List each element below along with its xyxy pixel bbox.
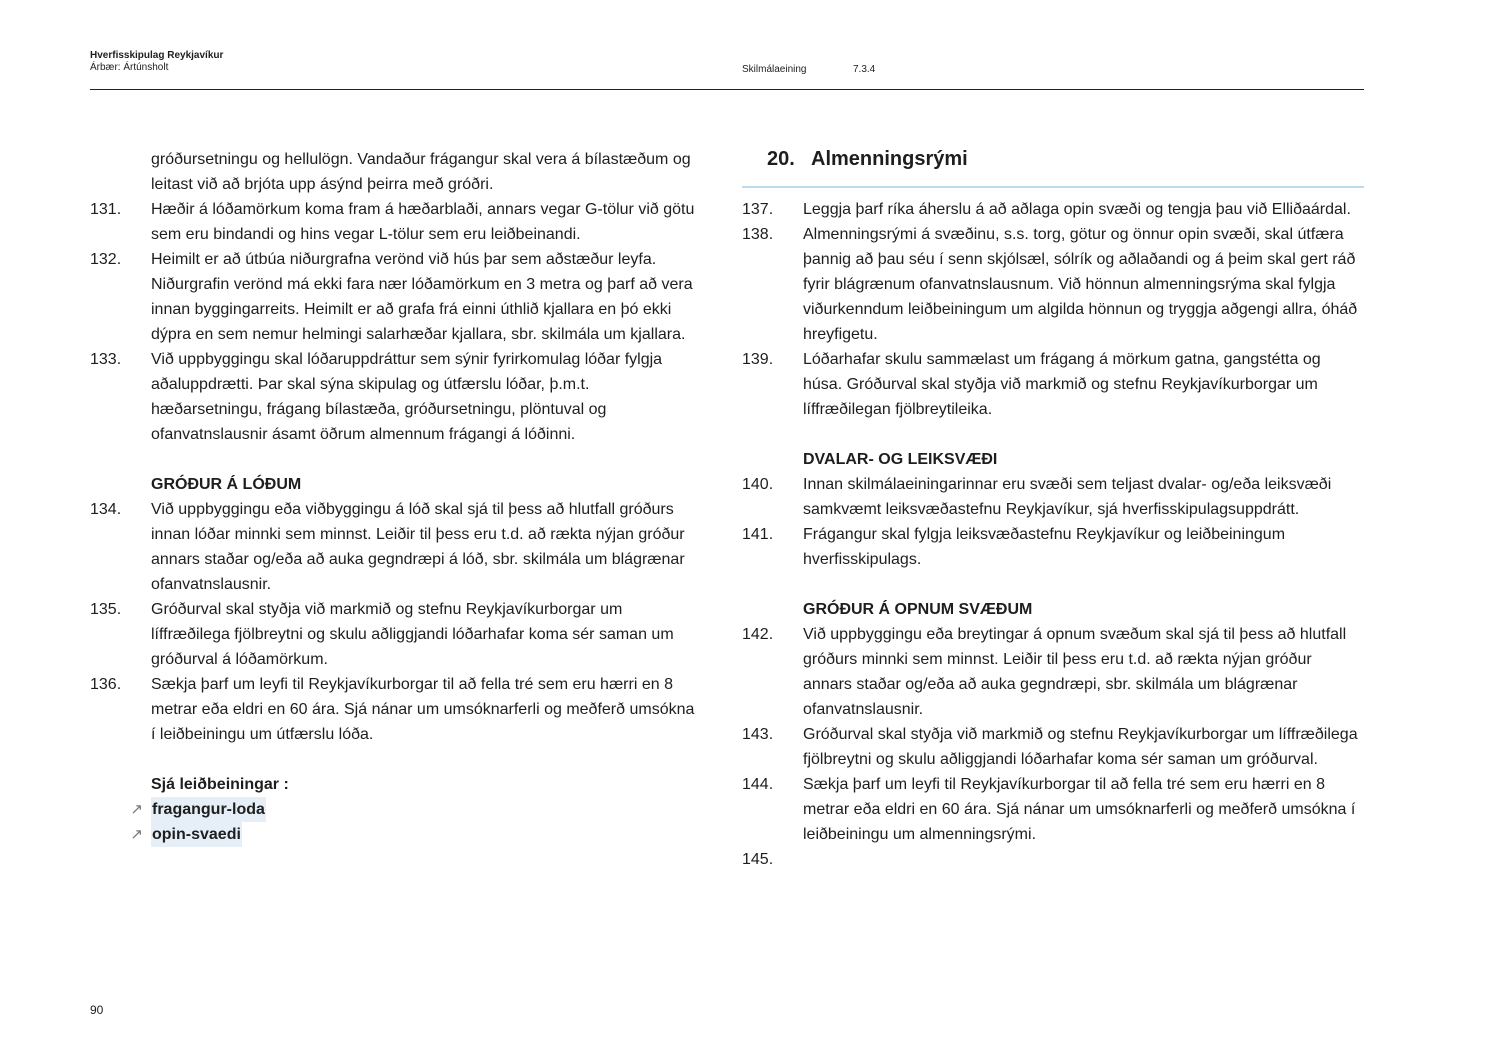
header-subtitle: Árbær: Ártúnsholt (90, 62, 169, 73)
list-item (742, 347, 1364, 422)
header-title: Hverfisskipulag Reykjavíkur (90, 50, 224, 61)
right-column (742, 147, 1364, 872)
external-link-arrow-icon: ↗ (130, 801, 143, 818)
item-number: 140. (742, 476, 774, 493)
item-number: 133. (90, 351, 122, 368)
list-item (90, 247, 702, 347)
item-number: 136. (90, 676, 122, 693)
list-item (742, 222, 1364, 347)
item-list-a (742, 197, 1364, 422)
list-item (90, 347, 702, 447)
item-number: 145. (742, 851, 774, 868)
item-list-c (742, 622, 1364, 872)
item-text: Almenningsrými á svæðinu, s.s. torg, götur og önnur opin svæði, skal útfæra þannig að þau séu í senn skjólsæl, sólrík og aðlaðandi og á þeim skal gert ráð fyrir blágrænum ofanvatnslausnum. Við hönnun almenningsrýma skal fylgja viðurkenndum leiðbeiningum um algilda hönnun og tryggja aðgengi allra, óháð hreyfigetu. (803, 226, 1358, 343)
item-text: Innan skilmálaeiningarinnar eru svæði sem teljast dvalar- og/eða leiksvæði samkvæmt leiksvæðastefnu Reykjavíkur, sjá hverfisskipulagsuppdrátt. (803, 476, 1332, 518)
item-text: Gróðurval skal styðja við markmið og stefnu Reykjavíkurborgar um líffræðilega fjölbreytni og skulu aðliggjandi lóðarhafar koma sér saman um gróðurval á lóðamörkum. (151, 601, 674, 668)
item-number: 139. (742, 351, 774, 368)
link-text[interactable]: fragangur-loda (151, 797, 266, 822)
list-item (90, 497, 702, 597)
item-text: Hæðir á lóðamörkum koma fram á hæðarblaði, annars vegar G-tölur við götu sem eru bindandi og hins vegar L-tölur sem eru leiðbeinandi. (151, 201, 695, 243)
list-item (742, 847, 1364, 872)
item-number: 144. (742, 776, 774, 793)
guideline-link-fragangur-loda[interactable] (90, 797, 702, 822)
subheading-grodur-a-opnum-svaedum: GRÓÐUR Á OPNUM SVÆÐUM (803, 601, 1033, 618)
item-number: 137. (742, 201, 774, 218)
subheading-grodur-a-lodum: GRÓÐUR Á LÓÐUM (151, 476, 302, 493)
guidelines-label: Sjá leiðbeiningar : (151, 776, 289, 793)
item-number: 135. (90, 601, 122, 618)
header-section-label: Skilmálaeining (742, 64, 807, 75)
header-divider (90, 89, 1364, 90)
item-number: 131. (90, 201, 122, 218)
list-item (742, 472, 1364, 522)
item-text: Heimilt er að útbúa niðurgrafna verönd við hús þar sem aðstæður leyfa. Niðurgrafin verönd má ekki fara nær lóðamörkum en 3 metra og þarf að vera innan byggingarreits. Heimilt er að grafa frá einni úthlið kjallara en þó ekki dýpra en sem nemur helmingi salarhæðar kjallara, sbr. skilmála um kjallara. (151, 251, 693, 343)
header-section-number: 7.3.4 (853, 64, 876, 75)
item-text: Við uppbyggingu skal lóðaruppdráttur sem sýnir fyrirkomulag lóðar fylgja aðaluppdrætti. Þar skal sýna skipulag og útfærslu lóðar, þ.m.t. hæðarsetningu, frágang bílastæða, gróðursetningu, plöntuval og ofanvatnslausnir ásamt öðrum almennum frágangi á lóðinni. (151, 351, 663, 443)
section-number: 20. (767, 148, 795, 170)
external-link-arrow-icon: ↗ (130, 826, 143, 843)
item-text: Leggja þarf ríka áherslu á að aðlaga opin svæði og tengja þau við Elliðaárdal. (803, 201, 1351, 218)
page-number: 90 (90, 1003, 104, 1017)
left-column (90, 147, 702, 847)
list-item (742, 622, 1364, 722)
item-number: 132. (90, 251, 122, 268)
link-text[interactable]: opin-svaedi (151, 822, 242, 847)
section-heading (742, 147, 1364, 172)
section-title: Almenningsrými (811, 148, 968, 170)
item-text: Við uppbyggingu eða viðbyggingu á lóð skal sjá til þess að hlutfall gróðurs innan lóðar minnki sem minnst. Leiðir til þess eru t.d. að rækta nýjan gróður annars staðar og/eða að auka gegndræpi á lóð, sbr. skilmála um blágrænar ofanvatnslausnir. (151, 501, 685, 593)
list-item (742, 197, 1364, 222)
list-item (90, 672, 702, 747)
subheading-dvalar-og-leiksvaedi: DVALAR- OG LEIKSVÆÐI (803, 451, 998, 468)
item-number: 142. (742, 626, 774, 643)
continuation-text: gróðursetningu og hellulögn. Vandaður frágangur skal vera á bílastæðum og leitast við að brjóta upp ásýnd þeirra með gróðri. (151, 151, 691, 193)
item-list-b (742, 472, 1364, 572)
item-text: Lóðarhafar skulu sammælast um frágang á mörkum gatna, gangstétta og húsa. Gróðurval skal styðja við markmið og stefnu Reykjavíkurborgar um líffræðilegan fjölbreytileika. (803, 351, 1321, 418)
item-text: Frágangur skal fylgja leiksvæðastefnu Reykjavíkur og leiðbeiningum hverfisskipulags. (803, 526, 1286, 568)
list-item (742, 722, 1364, 772)
item-number: 141. (742, 526, 774, 543)
item-text: Sækja þarf um leyfi til Reykjavíkurborgar til að fella tré sem eru hærri en 8 metrar eða eldri en 60 ára. Sjá nánar um umsóknarferli og meðferð umsókna í leiðbeiningu um almenningsrými. (803, 776, 1356, 843)
item-list-a (90, 197, 702, 447)
item-number: 143. (742, 726, 774, 743)
item-number: 134. (90, 501, 122, 518)
item-text: Sækja þarf um leyfi til Reykjavíkurborgar til að fella tré sem eru hærri en 8 metrar eða eldri en 60 ára. Sjá nánar um umsóknarferli og meðferð umsókna í leiðbeiningu um útfærslu lóða. (151, 676, 695, 743)
list-item (90, 197, 702, 247)
guideline-link-opin-svaedi[interactable] (90, 822, 702, 847)
item-list-b (90, 497, 702, 747)
list-item (90, 597, 702, 672)
list-item (742, 522, 1364, 572)
item-text (803, 847, 1364, 872)
list-item (742, 772, 1364, 847)
item-text: Við uppbyggingu eða breytingar á opnum svæðum skal sjá til þess að hlutfall gróðurs minnki sem minnst. Leiðir til þess eru t.d. að rækta nýjan gróður annars staðar og/eða að auka gegndræpi, sbr. skilmála um blágrænar ofanvatnslausnir. (803, 626, 1347, 718)
section-divider (742, 186, 1364, 188)
item-text: Gróðurval skal styðja við markmið og stefnu Reykjavíkurborgar um líffræðilega fjölbreytni og skulu aðliggjandi lóðarhafar koma sér saman um gróðurval. (803, 726, 1358, 768)
item-number: 138. (742, 226, 774, 243)
